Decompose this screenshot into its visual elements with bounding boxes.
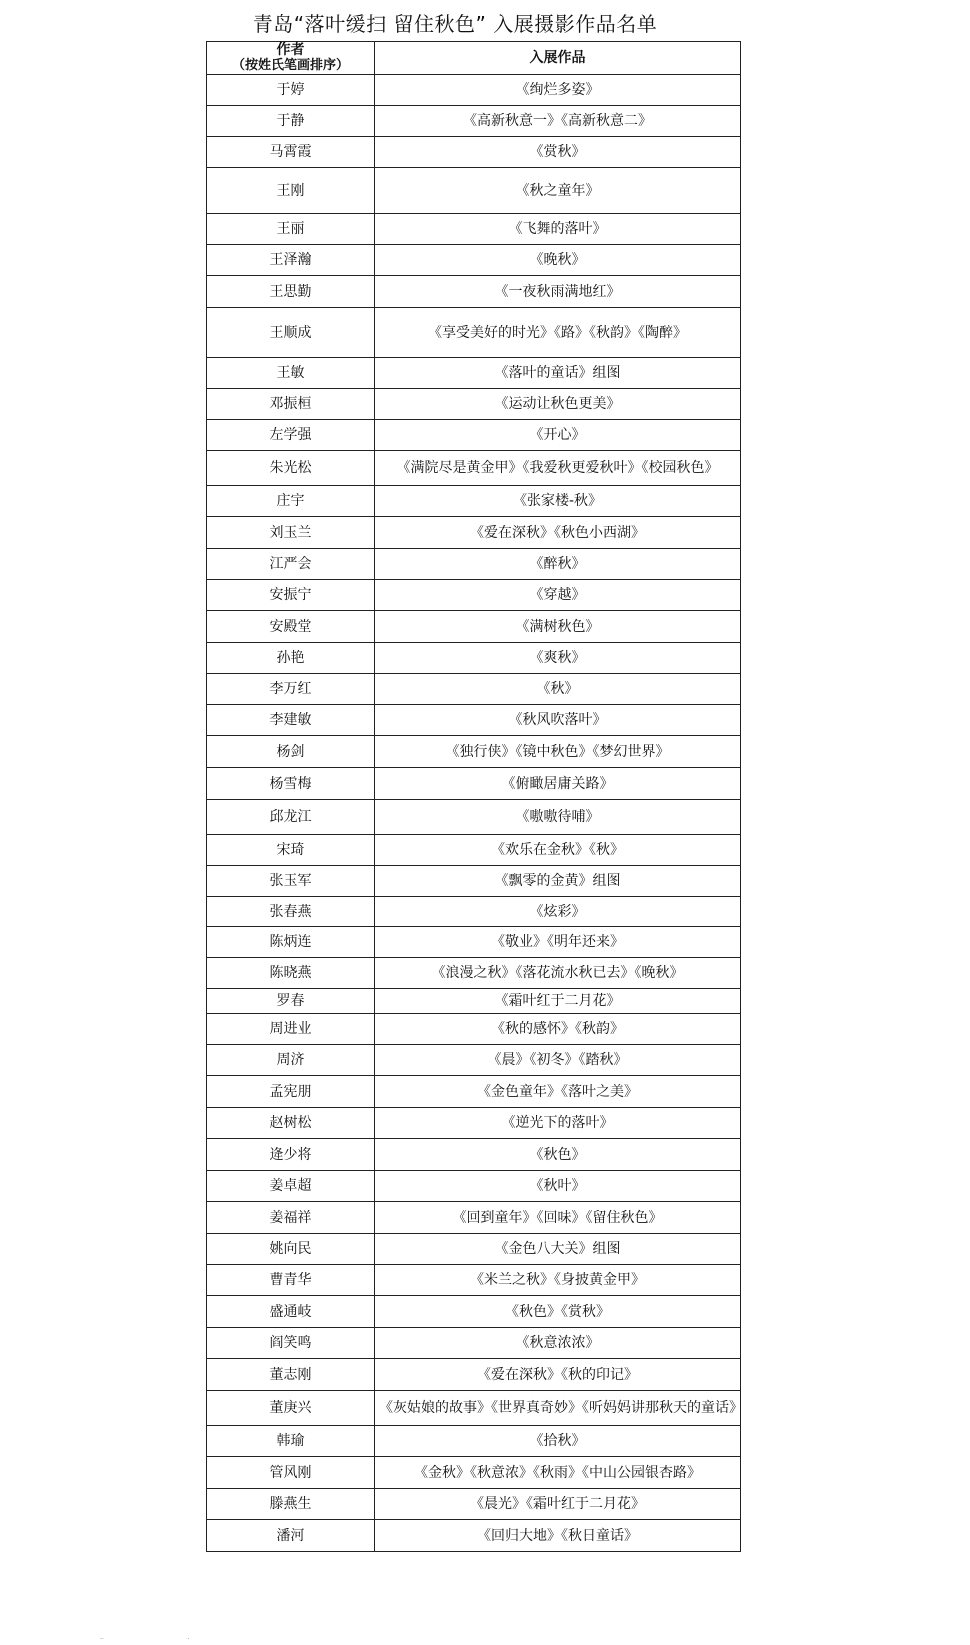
author-cell: 陈炳连 xyxy=(207,927,375,958)
author-cell: 张玉军 xyxy=(207,866,375,897)
works-column-header: 入展作品 xyxy=(375,42,741,75)
author-cell: 王泽瀚 xyxy=(207,245,375,276)
works-cell: 《独行侠》《镜中秋色》《梦幻世界》 xyxy=(375,736,741,768)
table-row xyxy=(207,1426,741,1457)
table-row xyxy=(207,389,741,420)
works-cell: 《张家楼-秋》 xyxy=(375,486,741,517)
author-cell: 于静 xyxy=(207,106,375,137)
author-cell: 孟宪朋 xyxy=(207,1076,375,1108)
works-cell: 《逆光下的落叶》 xyxy=(375,1108,741,1139)
table-row xyxy=(207,1296,741,1328)
author-cell: 盛通岐 xyxy=(207,1296,375,1328)
works-cell: 《一夜秋雨满地红》 xyxy=(375,276,741,308)
works-cell: 《秋色》 xyxy=(375,1139,741,1171)
author-cell: 刘玉兰 xyxy=(207,517,375,549)
works-cell: 《秋意浓浓》 xyxy=(375,1328,741,1359)
works-cell: 《金色八大关》组图 xyxy=(375,1234,741,1265)
author-cell: 邱龙江 xyxy=(207,800,375,835)
works-cell: 《霜叶红于二月花》 xyxy=(375,989,741,1014)
author-header-label: 作者 xyxy=(276,42,305,58)
works-cell: 《满院尽是黄金甲》《我爱秋更爱秋叶》《校园秋色》 xyxy=(375,451,741,486)
works-cell: 《享受美好的时光》《路》《秋韵》《陶醉》 xyxy=(375,308,741,358)
table-row xyxy=(207,1234,741,1265)
works-cell: 《秋之童年》 xyxy=(375,168,741,214)
table-row xyxy=(207,1457,741,1489)
works-cell: 《赏秋》 xyxy=(375,137,741,168)
table-row xyxy=(207,989,741,1014)
table-row xyxy=(207,106,741,137)
author-cell: 李万红 xyxy=(207,674,375,705)
table-row xyxy=(207,643,741,674)
author-cell: 曹青华 xyxy=(207,1265,375,1296)
author-cell: 管风刚 xyxy=(207,1457,375,1489)
works-cell: 《落叶的童话》组图 xyxy=(375,358,741,389)
author-cell: 赵树松 xyxy=(207,1108,375,1139)
table-row xyxy=(207,800,741,835)
author-cell: 王顺成 xyxy=(207,308,375,358)
table-row xyxy=(207,736,741,768)
page-title: 青岛“落叶缓扫 留住秋色” 入展摄影作品名单 xyxy=(252,12,658,36)
works-cell: 《金秋》《秋意浓》《秋雨》《中山公园银杏路》 xyxy=(375,1457,741,1489)
table-row xyxy=(207,611,741,643)
table-row xyxy=(207,1139,741,1171)
works-cell: 《拾秋》 xyxy=(375,1426,741,1457)
table-row xyxy=(207,517,741,549)
works-cell: 《秋色》《赏秋》 xyxy=(375,1296,741,1328)
table-row xyxy=(207,897,741,927)
footer-marks: ·· · xyxy=(100,1636,190,1643)
works-cell: 《金色童年》《落叶之美》 xyxy=(375,1076,741,1108)
works-cell: 《爽秋》 xyxy=(375,643,741,674)
author-cell: 阎笑鸣 xyxy=(207,1328,375,1359)
table-row xyxy=(207,705,741,736)
works-cell: 《飘零的金黄》组图 xyxy=(375,866,741,897)
author-cell: 宋琦 xyxy=(207,835,375,866)
author-cell: 逄少将 xyxy=(207,1139,375,1171)
table-row xyxy=(207,1171,741,1202)
table-row xyxy=(207,549,741,580)
table-row xyxy=(207,958,741,989)
author-cell: 姜福祥 xyxy=(207,1202,375,1234)
table-row xyxy=(207,358,741,389)
author-cell: 姜卓超 xyxy=(207,1171,375,1202)
author-cell: 周济 xyxy=(207,1045,375,1076)
works-cell: 《浪漫之秋》《落花流水秋已去》《晚秋》 xyxy=(375,958,741,989)
author-cell: 王敏 xyxy=(207,358,375,389)
author-cell: 杨剑 xyxy=(207,736,375,768)
table-row xyxy=(207,1202,741,1234)
works-cell: 《嗷嗷待哺》 xyxy=(375,800,741,835)
author-cell: 马霄霞 xyxy=(207,137,375,168)
works-cell: 《回归大地》《秋日童话》 xyxy=(375,1520,741,1552)
author-column-header xyxy=(207,42,375,75)
works-cell: 《爱在深秋》《秋的印记》 xyxy=(375,1359,741,1391)
works-cell: 《爱在深秋》《秋色小西湖》 xyxy=(375,517,741,549)
table-row xyxy=(207,1045,741,1076)
table-row xyxy=(207,1108,741,1139)
exhibition-table xyxy=(206,41,741,1552)
author-cell: 杨雪梅 xyxy=(207,768,375,800)
table-row xyxy=(207,580,741,611)
works-cell: 《灰姑娘的故事》《世界真奇妙》《听妈妈讲那秋天的童话》 xyxy=(375,1391,741,1426)
table-row xyxy=(207,1014,741,1045)
works-cell: 《回到童年》《回味》《留住秋色》 xyxy=(375,1202,741,1234)
author-cell: 邓振桓 xyxy=(207,389,375,420)
table-row xyxy=(207,168,741,214)
works-cell: 《飞舞的落叶》 xyxy=(375,214,741,245)
table-body xyxy=(207,75,741,1552)
works-cell: 《满树秋色》 xyxy=(375,611,741,643)
author-cell: 董庚兴 xyxy=(207,1391,375,1426)
table-row xyxy=(207,1489,741,1520)
table-row xyxy=(207,1359,741,1391)
author-cell: 韩瑜 xyxy=(207,1426,375,1457)
author-cell: 于婷 xyxy=(207,75,375,106)
table-row xyxy=(207,245,741,276)
table-row xyxy=(207,768,741,800)
table-row xyxy=(207,674,741,705)
works-cell: 《炫彩》 xyxy=(375,897,741,927)
table-row xyxy=(207,420,741,451)
works-cell: 《俯瞰居庸关路》 xyxy=(375,768,741,800)
author-cell: 朱光松 xyxy=(207,451,375,486)
works-cell: 《秋的感怀》《秋韵》 xyxy=(375,1014,741,1045)
table-header-row xyxy=(207,42,741,75)
author-cell: 安振宁 xyxy=(207,580,375,611)
works-cell: 《晨光》《霜叶红于二月花》 xyxy=(375,1489,741,1520)
table-row xyxy=(207,927,741,958)
author-cell: 王思勤 xyxy=(207,276,375,308)
table-row xyxy=(207,486,741,517)
table-row xyxy=(207,137,741,168)
author-cell: 王丽 xyxy=(207,214,375,245)
works-cell: 《晨》《初冬》《踏秋》 xyxy=(375,1045,741,1076)
author-cell: 孙艳 xyxy=(207,643,375,674)
table-row xyxy=(207,308,741,358)
works-cell: 《醉秋》 xyxy=(375,549,741,580)
works-cell: 《秋风吹落叶》 xyxy=(375,705,741,736)
author-cell: 陈晓燕 xyxy=(207,958,375,989)
table-row xyxy=(207,214,741,245)
table-row xyxy=(207,276,741,308)
table-row xyxy=(207,1391,741,1426)
works-cell: 《高新秋意一》《高新秋意二》 xyxy=(375,106,741,137)
table-row xyxy=(207,75,741,106)
works-cell: 《米兰之秋》《身披黄金甲》 xyxy=(375,1265,741,1296)
author-cell: 安殿堂 xyxy=(207,611,375,643)
author-cell: 滕燕生 xyxy=(207,1489,375,1520)
table-row xyxy=(207,1076,741,1108)
author-cell: 潘河 xyxy=(207,1520,375,1552)
author-sort-note: （按姓氏笔画排序） xyxy=(231,58,349,73)
works-cell: 《晚秋》 xyxy=(375,245,741,276)
author-cell: 李建敏 xyxy=(207,705,375,736)
author-cell: 王刚 xyxy=(207,168,375,214)
works-cell: 《穿越》 xyxy=(375,580,741,611)
works-cell: 《开心》 xyxy=(375,420,741,451)
works-cell: 《运动让秋色更美》 xyxy=(375,389,741,420)
works-cell: 《欢乐在金秋》《秋》 xyxy=(375,835,741,866)
table-row xyxy=(207,835,741,866)
author-cell: 江严会 xyxy=(207,549,375,580)
works-cell: 《秋叶》 xyxy=(375,1171,741,1202)
table-row xyxy=(207,866,741,897)
table-row xyxy=(207,1520,741,1552)
author-cell: 董志刚 xyxy=(207,1359,375,1391)
table-row xyxy=(207,1328,741,1359)
author-cell: 姚向民 xyxy=(207,1234,375,1265)
table-row xyxy=(207,451,741,486)
works-cell: 《绚烂多姿》 xyxy=(375,75,741,106)
author-cell: 周进业 xyxy=(207,1014,375,1045)
works-cell: 《敬业》《明年还来》 xyxy=(375,927,741,958)
works-cell: 《秋》 xyxy=(375,674,741,705)
author-cell: 庄宇 xyxy=(207,486,375,517)
author-cell: 左学强 xyxy=(207,420,375,451)
author-cell: 罗春 xyxy=(207,989,375,1014)
author-cell: 张春燕 xyxy=(207,897,375,927)
table-row xyxy=(207,1265,741,1296)
